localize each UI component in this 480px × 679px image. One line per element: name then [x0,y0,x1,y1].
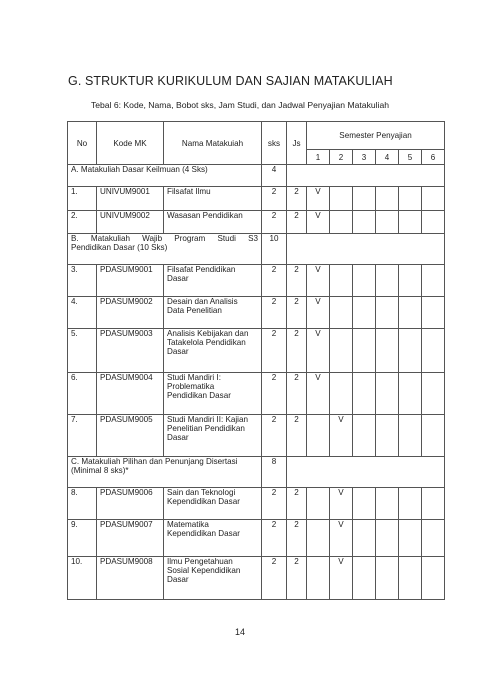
nama-line: Wasasan Pendidikan [167,211,243,220]
section-row [68,165,445,187]
section-row [68,457,445,488]
nama-line: Ilmu Pengetahuan [167,557,233,566]
table-row [68,415,445,457]
section-label-line: Pendidikan Dasar (10 Sks) [71,243,168,252]
semester-6-mark [422,415,445,457]
row-no: 7. [68,415,97,457]
nama-line: Dasar [167,274,189,283]
section-empty [287,457,445,488]
row-sks: 2 [262,373,287,415]
semester-4-mark [376,211,399,234]
row-kode-mk: UNIVUM9002 [97,211,164,234]
row-sks: 2 [262,557,287,600]
semester-6-mark [422,520,445,557]
nama-line: Filsafat Ilmu [167,187,211,196]
section-label-line: (Minimal 8 sks)* [71,466,129,475]
semester-2-mark: V [330,488,353,520]
nama-line: Dasar [167,347,189,356]
nama-line: Sosial Kependidikan [167,566,241,575]
semester-5-mark [399,373,422,415]
row-no: 8. [68,488,97,520]
row-nama-matakuliah [164,265,262,297]
semester-2-mark [330,265,353,297]
row-no: 10. [68,557,97,600]
row-sks: 2 [262,415,287,457]
nama-line: Analisis Kebijakan dan [167,329,249,338]
row-nama-matakuliah [164,329,262,373]
section-empty [287,234,445,265]
semester-6-mark [422,187,445,211]
semester-1-mark: V [307,211,330,234]
row-sks: 2 [262,265,287,297]
row-nama-matakuliah [164,557,262,600]
semester-6-mark [422,488,445,520]
semester-3-mark [353,187,376,211]
semester-4-mark [376,415,399,457]
semester-3-mark [353,520,376,557]
semester-1-mark [307,488,330,520]
nama-line: Matematika [167,520,209,529]
semester-1-mark [307,415,330,457]
semester-4-mark [376,187,399,211]
nama-line: Pendidikan Dasar [167,391,231,400]
table-row [68,265,445,297]
semester-2-mark: V [330,557,353,600]
nama-line: Studi Mandiri II: Kajian [167,415,248,424]
semester-3-mark [353,297,376,329]
row-sks: 2 [262,187,287,211]
nama-line: Problematika [167,382,215,391]
row-js: 2 [287,187,307,211]
section-sks: 4 [262,165,287,187]
header-kode-mk: Kode MK [97,122,164,165]
nama-line: Data Penelitian [167,306,222,315]
header-semester-penyajian: Semester Penyajian [307,122,445,150]
table-row [68,211,445,234]
row-js: 2 [287,373,307,415]
nama-line: Filsafat Pendidikan [167,265,236,274]
header-sks: sks [262,122,287,165]
row-no: 2. [68,211,97,234]
table-row [68,557,445,600]
row-kode-mk: PDASUM9002 [97,297,164,329]
header-semester-2: 2 [330,150,353,165]
semester-4-mark [376,265,399,297]
row-nama-matakuliah [164,520,262,557]
section-empty [287,165,445,187]
semester-1-mark: V [307,329,330,373]
row-kode-mk: UNIVUM9001 [97,187,164,211]
row-nama-matakuliah [164,211,262,234]
section-label-line: B. Matakuliah Wajib Program Studi S3 [71,234,258,243]
nama-line: Penelitian Pendidikan [167,424,245,433]
header-semester-6: 6 [422,150,445,165]
semester-1-mark: V [307,373,330,415]
semester-4-mark [376,557,399,600]
nama-line: Dasar [167,575,189,584]
row-js: 2 [287,488,307,520]
row-no: 3. [68,265,97,297]
semester-5-mark [399,211,422,234]
section-sks: 8 [262,457,287,488]
row-js: 2 [287,415,307,457]
semester-5-mark [399,265,422,297]
semester-1-mark [307,520,330,557]
nama-line: Kependidikan Dasar [167,529,240,538]
semester-3-mark [353,211,376,234]
nama-line: Studi Mandiri I: [167,373,221,382]
row-no: 5. [68,329,97,373]
row-no: 6. [68,373,97,415]
semester-3-mark [353,557,376,600]
semester-6-mark [422,329,445,373]
semester-3-mark [353,265,376,297]
row-kode-mk: PDASUM9008 [97,557,164,600]
semester-1-mark [307,557,330,600]
row-sks: 2 [262,329,287,373]
semester-1-mark: V [307,265,330,297]
row-kode-mk: PDASUM9001 [97,265,164,297]
row-sks: 2 [262,297,287,329]
semester-6-mark [422,557,445,600]
table-row [68,187,445,211]
nama-line: Dasar [167,433,189,442]
table-row [68,520,445,557]
header-semester-4: 4 [376,150,399,165]
semester-5-mark [399,488,422,520]
row-js: 2 [287,211,307,234]
row-kode-mk: PDASUM9005 [97,415,164,457]
row-js: 2 [287,297,307,329]
semester-5-mark [399,520,422,557]
row-nama-matakuliah [164,415,262,457]
semester-2-mark [330,373,353,415]
row-js: 2 [287,265,307,297]
semester-2-mark [330,329,353,373]
semester-6-mark [422,297,445,329]
row-kode-mk: PDASUM9007 [97,520,164,557]
semester-1-mark: V [307,297,330,329]
section-row [68,234,445,265]
section-label [68,234,262,265]
header-js: Js [287,122,307,165]
row-no: 9. [68,520,97,557]
section-label [68,457,262,488]
table-row [68,329,445,373]
section-label: A. Matakuliah Dasar Keilmuan (4 Sks) [68,165,262,187]
page-number: 14 [234,627,245,637]
semester-2-mark [330,297,353,329]
row-sks: 2 [262,520,287,557]
section-sks: 10 [262,234,287,265]
header-semester-1: 1 [307,150,330,165]
row-nama-matakuliah [164,187,262,211]
table-caption: Tebal 6: Kode, Nama, Bobot sks, Jam Studi, dan Jadwal Penyajian Matakuliah [90,100,390,110]
nama-line: Kependidikan Dasar [167,497,240,506]
semester-1-mark: V [307,187,330,211]
row-nama-matakuliah [164,297,262,329]
table-row [68,488,445,520]
curriculum-table [67,121,445,600]
nama-line: Desain dan Analisis [167,297,238,306]
table-header [68,122,445,165]
semester-6-mark [422,211,445,234]
row-kode-mk: PDASUM9003 [97,329,164,373]
semester-3-mark [353,329,376,373]
row-js: 2 [287,557,307,600]
row-no: 1. [68,187,97,211]
nama-line: Tatakelola Pendidikan [167,338,246,347]
row-sks: 2 [262,211,287,234]
header-semester-5: 5 [399,150,422,165]
semester-4-mark [376,488,399,520]
header-no: No [68,122,97,165]
semester-5-mark [399,557,422,600]
semester-3-mark [353,488,376,520]
row-sks: 2 [262,488,287,520]
row-nama-matakuliah [164,488,262,520]
table-row [68,297,445,329]
section-label-line: C. Matakuliah Pilihan dan Penunjang Disertasi [71,457,238,466]
semester-3-mark [353,415,376,457]
row-no: 4. [68,297,97,329]
row-nama-matakuliah [164,373,262,415]
row-js: 2 [287,329,307,373]
semester-6-mark [422,265,445,297]
semester-5-mark [399,329,422,373]
semester-3-mark [353,373,376,415]
table-row [68,373,445,415]
row-kode-mk: PDASUM9004 [97,373,164,415]
semester-4-mark [376,520,399,557]
semester-4-mark [376,297,399,329]
semester-2-mark [330,211,353,234]
header-nama-matakuliah: Nama Matakuiah [164,122,262,165]
semester-4-mark [376,329,399,373]
semester-4-mark [376,373,399,415]
semester-5-mark [399,415,422,457]
row-kode-mk: PDASUM9006 [97,488,164,520]
row-js: 2 [287,520,307,557]
nama-line: Sain dan Teknologi [167,488,236,497]
table-body [68,165,445,600]
semester-6-mark [422,373,445,415]
section-heading: G. STRUKTUR KURIKULUM DAN SAJIAN MATAKULIAH [68,74,393,88]
header-semester-3: 3 [353,150,376,165]
semester-2-mark [330,187,353,211]
semester-5-mark [399,297,422,329]
semester-5-mark [399,187,422,211]
semester-2-mark: V [330,415,353,457]
semester-2-mark: V [330,520,353,557]
